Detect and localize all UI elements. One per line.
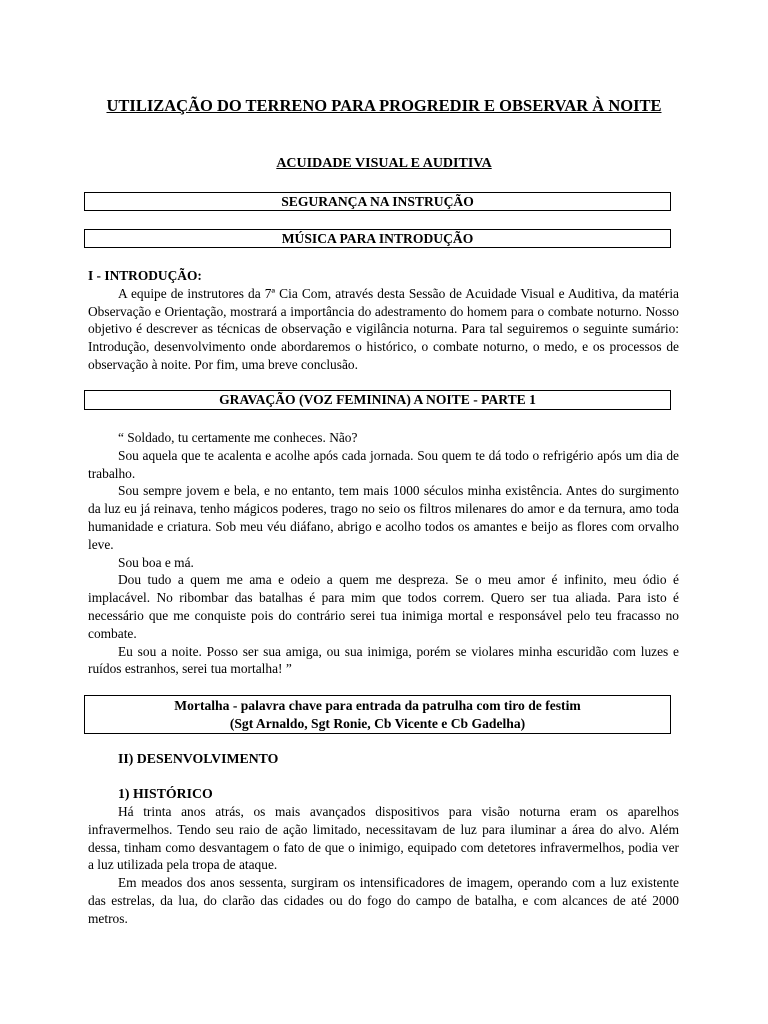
password-box <box>84 695 671 734</box>
patrol-members-line: (Sgt Arnaldo, Sgt Ronie, Cb Vicente e Cb Gadelha) <box>229 715 526 731</box>
security-box: SEGURANÇA NA INSTRUÇÃO <box>84 192 671 211</box>
quote-paragraph: Sou sempre jovem e bela, e no entanto, tem mais 1000 séculos minha existência. Antes do surgimento da luz eu já reinava, tenho mágicos poderes, trago no seio os filtros milenares do amor e da ternura, amo toda humanidade e criatura. Sob meu véu diáfano, abrigo e acolho todos os amantes e beijo as flores com orvalho leve. <box>88 483 679 552</box>
history-paragraph: Há trinta anos atrás, os mais avançados dispositivos para visão noturna eram os aparelhos infravermelhos. Tendo seu raio de ação limitado, necessitavam de luz para iluminar a área do alvo. Além dessa, tinham como desvantagem o fato de que o inimigo, equipado com detetores infravermelhos, podia ver a luz utilizada pela tropa de ataque. <box>88 804 679 873</box>
quote-paragraph: “ Soldado, tu certamente me conheces. Não? <box>118 430 358 445</box>
introduction-section <box>88 267 679 374</box>
document-subtitle: ACUIDADE VISUAL E AUDITIVA <box>276 156 492 171</box>
history-section <box>88 803 679 928</box>
history-heading: 1) HISTÓRICO <box>118 786 213 801</box>
history-paragraph: Em meados dos anos sessenta, surgiram os intensificadores de imagem, operando com a luz existente das estrelas, da lua, do clarão das cidades ou do fogo do campo de batalha, e com alcances de até 2000 metros. <box>88 875 679 926</box>
quote-section <box>88 429 679 678</box>
quote-paragraph: Eu sou a noite. Posso ser sua amiga, ou sua inimiga, porém se violares minha escuridão com luzes e ruídos estranhos, serei tua mortalha! ” <box>88 643 679 677</box>
password-line: Mortalha - palavra chave para entrada da patrulha com tiro de festim <box>174 698 581 713</box>
recording-box: GRAVAÇÃO (VOZ FEMININA) A NOITE - PARTE 1 <box>84 390 671 410</box>
music-box: MÚSICA PARA INTRODUÇÃO <box>84 229 671 248</box>
quote-paragraph: Dou tudo a quem me ama e odeio a quem me despreza. Se o meu amor é infinito, meu ódio é implacável. No ribombar das batalhas é para mim que todos correm. Quero ser tua aliada. Para isto é necessário que me conquiste pois do contrário serei tua inimiga mortal e responsável pelo teu fracasso no combate. <box>88 572 679 641</box>
introduction-paragraph: A equipe de instrutores da 7ª Cia Com, através desta Sessão de Acuidade Visual e Auditiva, da matéria Observação e Orientação, mostrará a importância do adestramento do homem para o combate noturno. Nosso objetivo é descrever as técnicas de observação e vigilância noturna. Para tal seguiremos o seguinte sumário: Introdução, desenvolvimento onde abordaremos o histórico, o combate noturno, o medo, e os processos de observação à noite. Por fim, uma breve conclusão. <box>88 285 679 372</box>
introduction-heading: I - INTRODUÇÃO: <box>88 268 202 283</box>
quote-paragraph: Sou aquela que te acalenta e acolhe após cada jornada. Sou quem te dá todo o refrigério após um dia de trabalho. <box>88 447 679 481</box>
development-heading: II) DESENVOLVIMENTO <box>118 751 279 766</box>
quote-paragraph: Sou boa e má. <box>118 554 194 570</box>
document-title: UTILIZAÇÃO DO TERRENO PARA PROGREDIR E OBSERVAR À NOITE <box>106 96 662 115</box>
